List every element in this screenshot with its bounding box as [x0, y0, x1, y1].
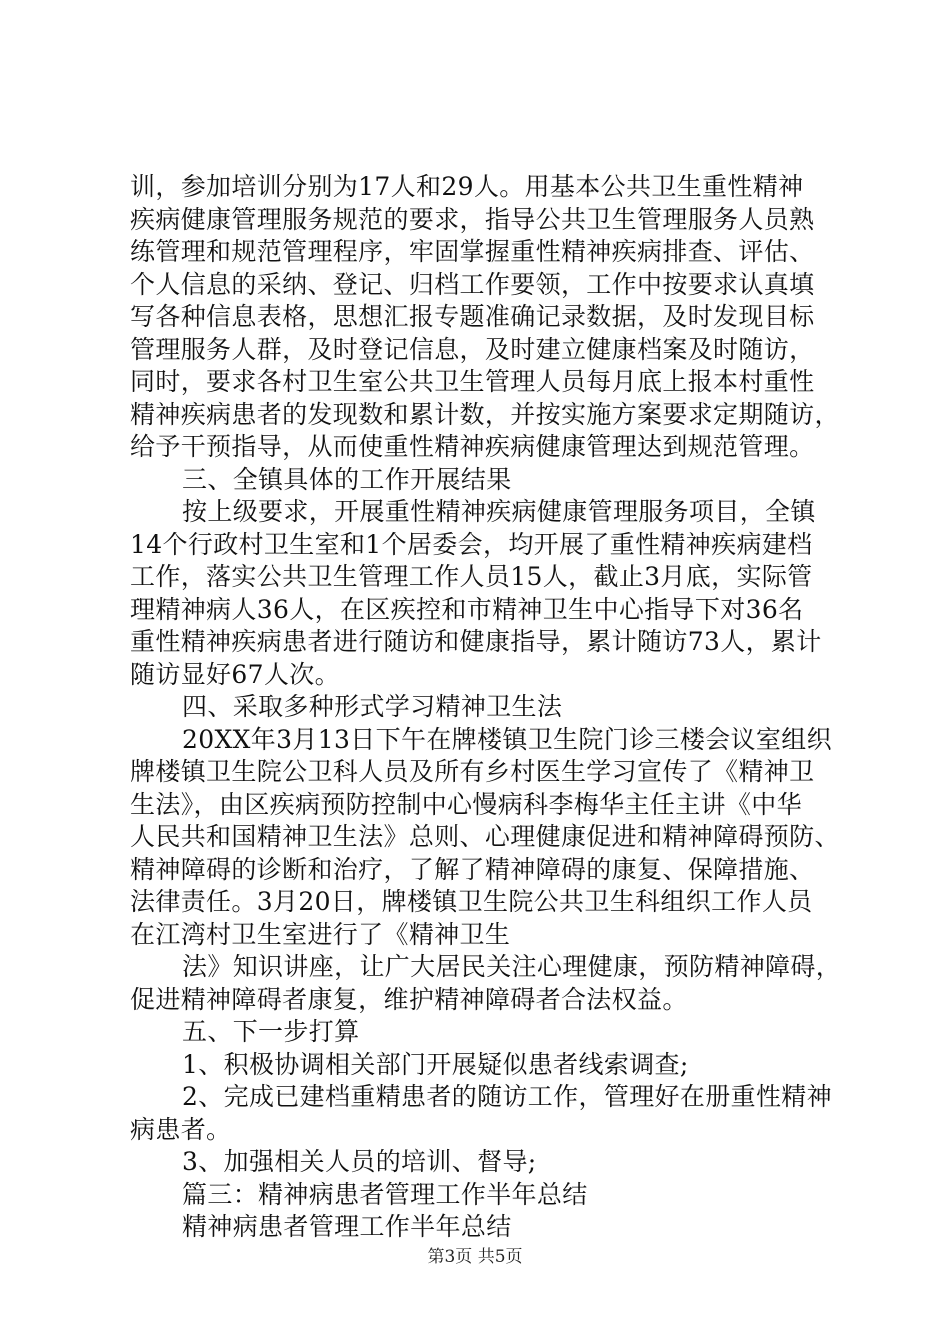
- body-line: 理精神病人36人，在区疾控和市精神卫生中心指导下对36名: [130, 594, 804, 624]
- body-line: 精神疾病患者的发现数和累计数，并按实施方案要求定期随访，: [130, 399, 840, 429]
- list-item: 1、积极协调相关部门开展疑似患者线索调查;: [182, 1049, 689, 1079]
- section-heading: 三、全镇具体的工作开展结果: [182, 464, 512, 494]
- body-line: 个人信息的采纳、登记、归档工作要领，工作中按要求认真填: [130, 269, 815, 299]
- body-line: 重性精神疾病患者进行随访和健康指导，累计随访73人，累计: [130, 627, 822, 656]
- body-line: 随访显好67人次。: [130, 659, 340, 689]
- body-line: 写各种信息表格，思想汇报专题准确记录数据，及时发现目标: [130, 302, 815, 331]
- body-line: 法律责任。3月20日，牌楼镇卫生院公共卫生科组织工作人员: [130, 887, 813, 916]
- body-line: 训，参加培训分别为17人和29人。用基本公共卫生重性精神: [130, 172, 804, 201]
- page-number-footer: 第3页 共5页: [427, 1247, 523, 1267]
- list-item: 2、完成已建档重精患者的随访工作，管理好在册重性精神: [182, 1082, 833, 1111]
- document-body: [130, 171, 840, 1244]
- body-line: 法》知识讲座，让广大居民关注心理健康，预防精神障碍，: [182, 952, 842, 981]
- body-line: 工作，落实公共卫生管理工作人员15人，截止3月底，实际管: [130, 562, 813, 591]
- body-line: 疾病健康管理服务规范的要求，指导公共卫生管理服务人员熟: [130, 204, 815, 234]
- body-line: 给予干预指导，从而使重性精神疾病健康管理达到规范管理。: [130, 432, 815, 461]
- section-heading: 五、下一步打算: [182, 1017, 360, 1046]
- chapter-heading: 篇三：精神病患者管理工作半年总结: [182, 1179, 588, 1209]
- section-heading: 四、采取多种形式学习精神卫生法: [182, 692, 563, 721]
- list-item: 3、加强相关人员的培训、督导;: [182, 1147, 537, 1176]
- body-line: 同时，要求各村卫生室公共卫生管理人员每月底上报本村重性: [130, 367, 815, 396]
- body-line: 生法》，由区疾病预防控制中心慢病科李梅华主任主讲《中华: [130, 789, 802, 819]
- body-line: 病患者。: [130, 1114, 232, 1144]
- body-line: 练管理和规范管理程序，牢固掌握重性精神疾病排查、评估、: [130, 237, 815, 266]
- body-line: 精神障碍的诊断和治疗，了解了精神障碍的康复、保障措施、: [130, 854, 815, 884]
- body-line: 在江湾村卫生室进行了《精神卫生: [130, 919, 511, 949]
- body-line: 促进精神障碍者康复，维护精神障碍者合法权益。: [130, 984, 688, 1014]
- document-title: 精神病患者管理工作半年总结: [182, 1212, 512, 1241]
- body-line: 14个行政村卫生室和1个居委会，均开展了重性精神疾病建档: [130, 529, 813, 559]
- body-line: 牌楼镇卫生院公卫科人员及所有乡村医生学习宣传了《精神卫: [130, 757, 815, 786]
- body-line: 按上级要求，开展重性精神疾病健康管理服务项目，全镇: [182, 497, 816, 526]
- body-line: 管理服务人群，及时登记信息，及时建立健康档案及时随访，: [130, 334, 815, 364]
- body-line: 20XX年3月13日下午在牌楼镇卫生院门诊三楼会议室组织: [182, 724, 832, 754]
- body-line: 人民共和国精神卫生法》总则、心理健康促进和精神障碍预防、: [130, 822, 840, 851]
